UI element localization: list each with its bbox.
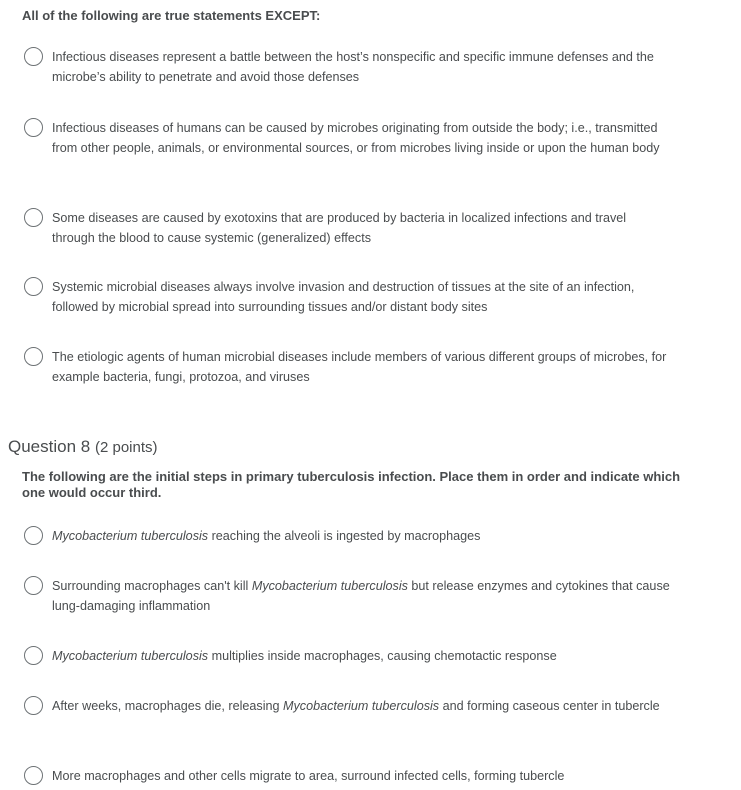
- radio-button[interactable]: [24, 118, 43, 137]
- radio-button[interactable]: [24, 766, 43, 785]
- organism-name: Mycobacterium tuberculosis: [283, 699, 440, 713]
- organism-name: Mycobacterium tuberculosis: [251, 579, 408, 593]
- question-8-heading: [8, 437, 158, 457]
- option-text: The etiologic agents of human microbial diseases include members of various different groups of microbes, for example bacteria, fungi, protozoa, and viruses: [52, 350, 667, 384]
- question-8-prompt: The following are the initial steps in primary tuberculosis infection. Place them in order and indicate which one would occur third.: [22, 469, 681, 500]
- option-text: Infectious diseases represent a battle between the host’s nonspecific and specific immune defenses and the microbe’s ability to penetrate and avoid those defenses: [52, 50, 654, 84]
- organism-name: Mycobacterium tuberculosis: [52, 529, 209, 543]
- option-text: Mycobacterium tuberculosis multiplies inside macrophages, causing chemotactic response: [52, 649, 557, 663]
- radio-button[interactable]: [24, 47, 43, 66]
- radio-button[interactable]: [24, 208, 43, 227]
- option-text: Some diseases are caused by exotoxins that are produced by bacteria in localized infections and travel through the blood to cause systemic (generalized) effects: [52, 211, 627, 245]
- option-text: Surrounding macrophages can't kill Mycobacterium tuberculosis but release enzymes and cytokines that cause lung-damaging inflammation: [52, 579, 670, 613]
- radio-button[interactable]: [24, 696, 43, 715]
- radio-button[interactable]: [24, 576, 43, 595]
- option-text: Systemic microbial diseases always involve invasion and destruction of tissues at the site of an infection, followed by microbial spread into surrounding tissues and/or distant body sites: [52, 280, 635, 314]
- option-text: Mycobacterium tuberculosis reaching the alveoli is ingested by macrophages: [52, 529, 481, 543]
- radio-button[interactable]: [24, 526, 43, 545]
- organism-name: Mycobacterium tuberculosis: [52, 649, 209, 663]
- radio-button[interactable]: [24, 347, 43, 366]
- radio-button[interactable]: [24, 646, 43, 665]
- question-title: Question 8: [8, 437, 91, 456]
- option-text: After weeks, macrophages die, releasing Mycobacterium tuberculosis and forming caseous center in tubercle: [52, 699, 660, 713]
- option-text: More macrophages and other cells migrate to area, surround infected cells, forming tubercle: [52, 769, 565, 783]
- question-7-prompt: All of the following are true statements EXCEPT:: [22, 8, 321, 23]
- option-text: Infectious diseases of humans can be caused by microbes originating from outside the body; i.e., transmitted from other people, animals, or environmental sources, or from microbes living inside or upon the human body: [52, 121, 660, 155]
- question-points: (2 points): [94, 439, 158, 456]
- radio-button[interactable]: [24, 277, 43, 296]
